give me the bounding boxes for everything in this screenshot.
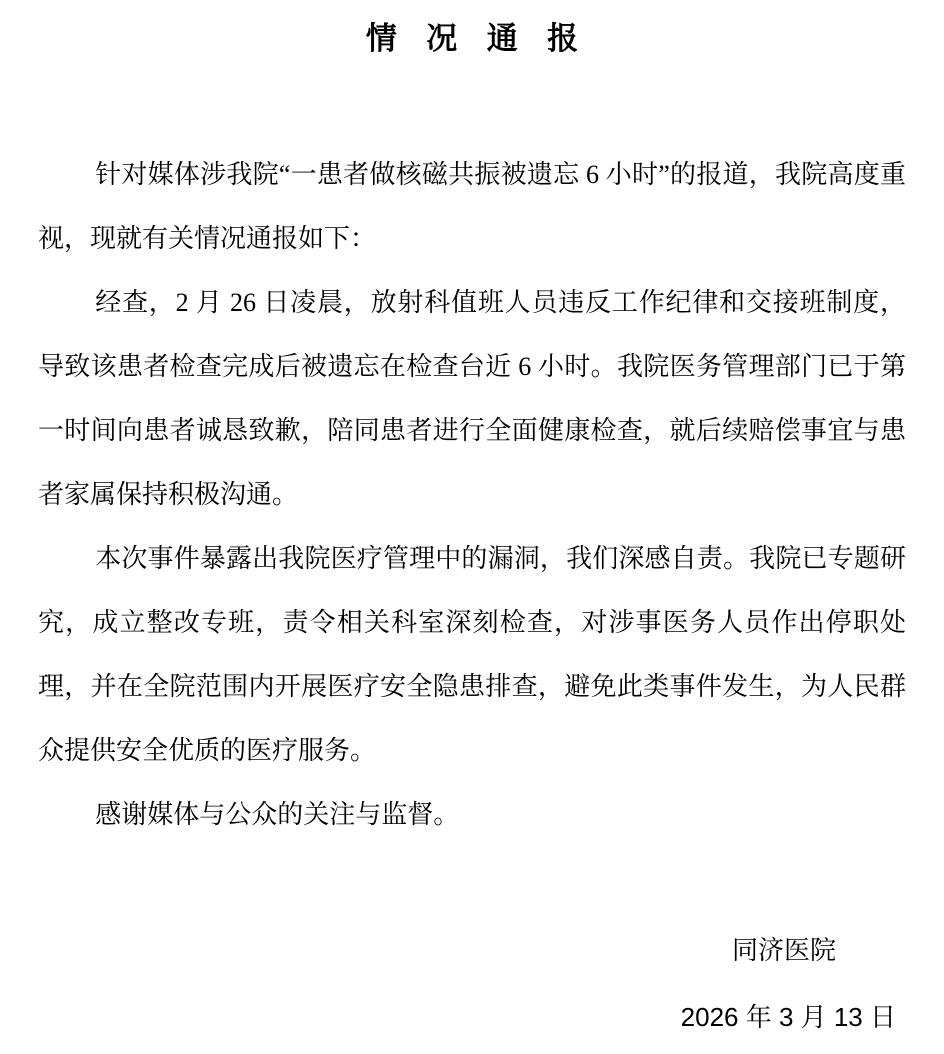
signature-date: 2026 年 3 月 13 日 bbox=[680, 1002, 896, 1032]
signature-hospital-name: 同济医院 bbox=[731, 936, 836, 965]
paragraph-rectification-measures: 本次事件暴露出我院医疗管理中的漏洞，我们深感自责。我院已专题研究，成立整改专班，责令相关科室深刻检查，对涉事医务人员作出停职处理，并在全院范围内开展医疗安全隐患排查，避免此类事件发生，为人民群众提供安全优质的医疗服务。 bbox=[38, 544, 906, 765]
paragraph-thanks: 感谢媒体与公众的关注与监督。 bbox=[95, 800, 460, 829]
signature-block bbox=[38, 917, 906, 1051]
paragraph-investigation-findings: 经查，2 月 26 日凌晨，放射科值班人员违反工作纪律和交接班制度，导致该患者检查完成后被遗忘在检查台近 6 小时。我院医务管理部门已于第一时间向患者诚恳致歉，陪同患者进行全面健康检查，就后续赔偿事宜与患者家属保持积极沟通。 bbox=[38, 288, 906, 509]
document-title: 情 况 通 报 bbox=[365, 21, 590, 56]
paragraph-intro: 针对媒体涉我院“一患者做核磁共振被遗忘 6 小时”的报道，我院高度重视，现就有关情况通报如下： bbox=[38, 160, 906, 253]
document-body bbox=[38, 143, 906, 847]
